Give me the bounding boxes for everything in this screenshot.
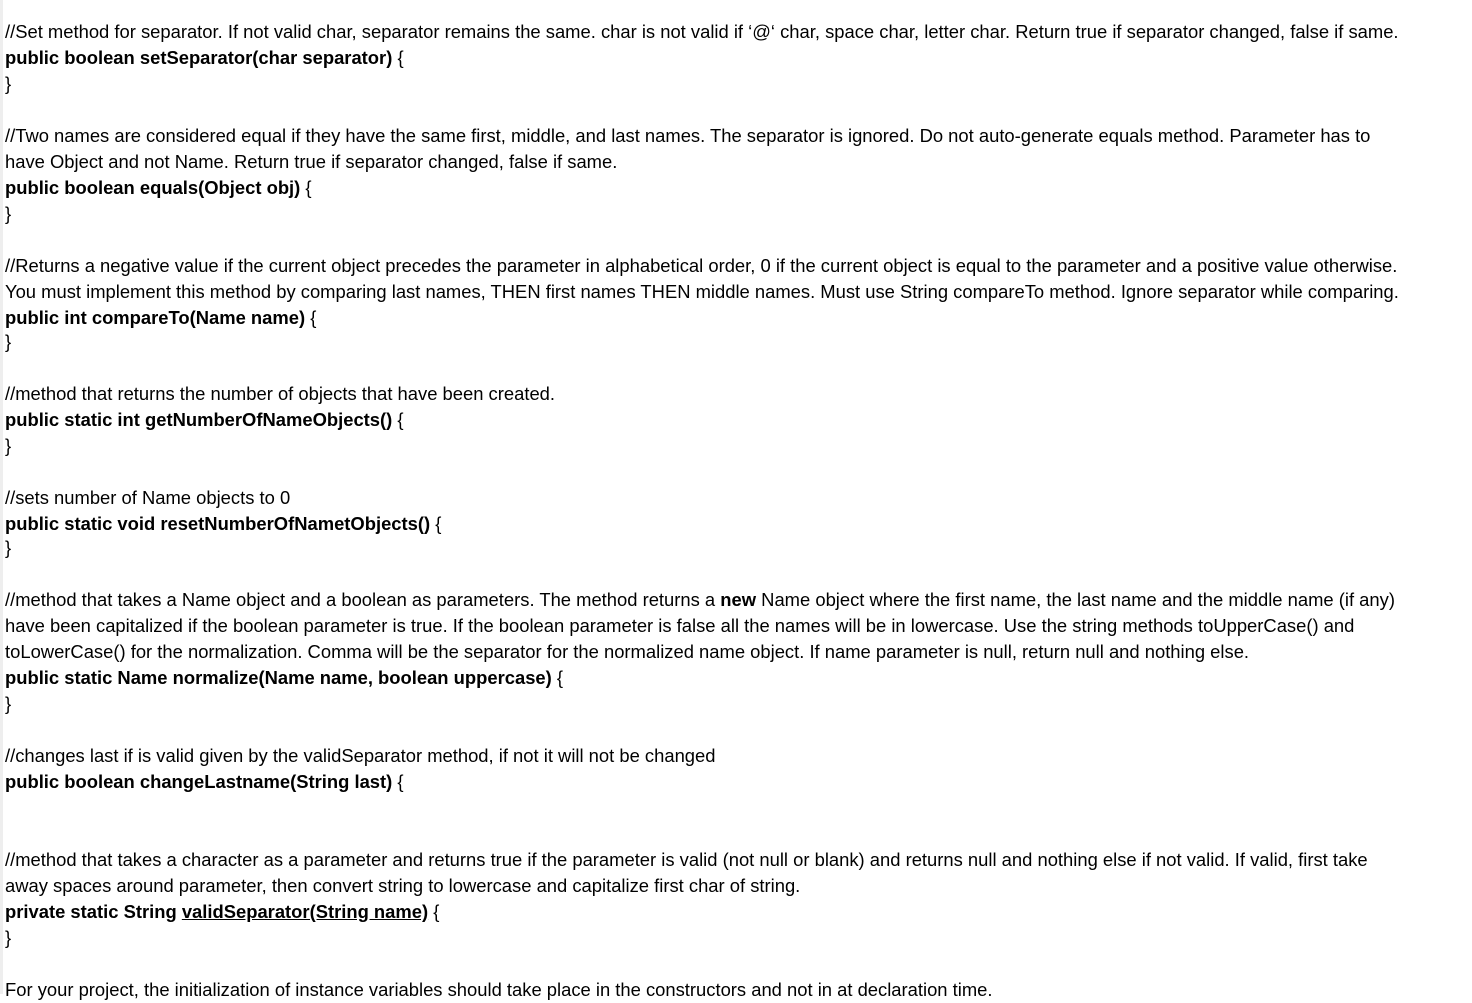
open-brace: { [392,47,404,68]
document-body [5,19,1467,1003]
comment-valid-separator-line-2: away spaces around parameter, then convert string to lowercase and capitalize first char of string. [5,875,801,896]
method-signature: public boolean setSeparator(char separator) [5,47,393,68]
open-brace: { [300,177,312,198]
blank-line [5,795,1467,821]
comment-compare-to-line-2: You must implement this method by comparing last names, THEN first names THEN middle names. Must use String compareTo method. Ignore separator while comparing. [5,281,1399,302]
method-signature: public int compareTo(Name name) [5,307,306,328]
blank-line [5,97,1467,123]
comment-normalize-line-3: toLowerCase() for the normalization. Comma will be the separator for the normalized name object. If name parameter is null, return null and nothing else. [5,641,1250,662]
open-brace: { [430,513,442,534]
emphasis-new: new [720,589,757,610]
open-brace: { [551,667,564,688]
method-signature: public static int getNumberOfNameObjects() [5,409,393,430]
close-brace: } [5,203,12,224]
comment-normalize-line-2: have been capitalized if the boolean parameter is true. If the boolean parameter is false all the names will be in lowercase. Use the string methods toUpperCase() and [5,615,1355,636]
comment-reset-number: //sets number of Name objects to 0 [5,487,291,508]
comment-equals-line-1: //Two names are considered equal if they have the same first, middle, and last names. The separator is ignored. Do not auto-generate equals method. Parameter has to [5,125,1371,146]
blank-line [5,821,1467,847]
comment-compare-to-line-1: //Returns a negative value if the current object precedes the parameter in alphabetical order, 0 if the current object is equal to the parameter and a positive value otherwise. [5,255,1398,276]
open-brace: { [392,771,404,792]
signature-compare-to [5,305,1467,329]
close-brace: } [5,331,12,352]
blank-line [5,355,1467,381]
signature-valid-separator [5,899,1467,925]
method-signature: public static Name normalize(Name name, boolean uppercase) [5,667,552,688]
comment-set-separator: //Set method for separator. If not valid char, separator remains the same. char is not valid if ‘@‘ char, space char, letter char. Return true if separator changed, false if same. [5,21,1399,42]
blank-line [5,227,1467,253]
open-brace: { [428,901,440,922]
comment-equals-line-2: have Object and not Name. Return true if separator changed, false if same. [5,151,618,172]
blank-line [5,717,1467,743]
comment-normalize-line-1 [5,587,1467,613]
blank-line [5,951,1467,977]
comment-text: //method that takes a Name object and a boolean as parameters. The method returns a [5,589,721,610]
signature-normalize [5,665,1467,691]
comment-text: Name object where the first name, the last name and the middle name (if any) [756,589,1395,610]
blank-line [5,561,1467,587]
close-brace: } [5,927,12,948]
blank-line [5,459,1467,485]
signature-reset-number [5,511,1467,535]
method-signature: public boolean changeLastname(String last) [5,771,393,792]
comment-get-number: //method that returns the number of objects that have been created. [5,383,556,404]
open-brace: { [392,409,404,430]
method-signature: public boolean equals(Object obj) [5,177,301,198]
close-brace: } [5,73,12,94]
open-brace: { [305,307,317,328]
signature-equals [5,175,1467,201]
method-name-underlined: validSeparator(String name) [181,901,429,922]
signature-get-number [5,407,1467,433]
document-left-edge [0,0,3,994]
footer-note: For your project, the initialization of instance variables should take place in the constructors and not in at declaration time. [5,979,993,1000]
close-brace: } [5,435,12,456]
comment-valid-separator-line-1: //method that takes a character as a parameter and returns true if the parameter is valid (not null or blank) and returns null and nothing else if not valid. If valid, first take [5,849,1368,870]
close-brace: } [5,537,12,558]
method-signature: public static void resetNumberOfNametObjects() [5,513,431,534]
comment-change-lastname: //changes last if is valid given by the validSeparator method, if not it will not be changed [5,745,716,766]
method-signature: private static String [5,901,182,922]
signature-change-lastname [5,769,1467,795]
signature-set-separator [5,45,1467,71]
close-brace: } [5,693,12,714]
